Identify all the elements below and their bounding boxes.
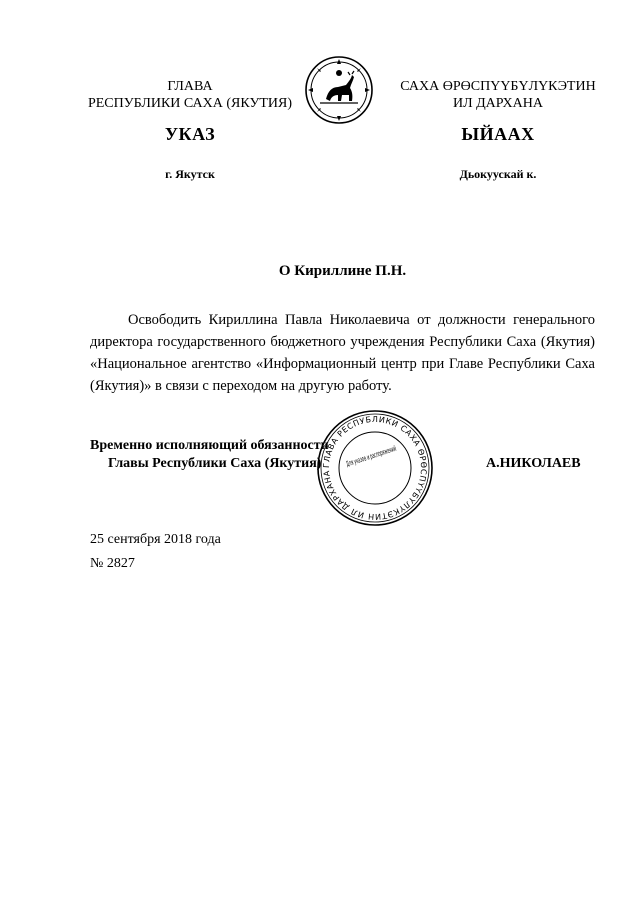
- document-subject: О Кириллине П.Н.: [278, 263, 407, 279]
- document-date: 25 сентября 2018 года: [90, 532, 221, 547]
- title-right: ЫЙААХ: [461, 124, 535, 144]
- header-right-line2: ИЛ ДАРХАНА: [452, 96, 543, 111]
- header-left-line1: ГЛАВА: [167, 79, 213, 94]
- document-number: № 2827: [90, 556, 135, 571]
- title-left: УКАЗ: [164, 124, 216, 144]
- header-left-line2: РЕСПУБЛИКИ САХА (ЯКУТИЯ): [87, 96, 293, 111]
- stamp-center-text: Для указов и распоряжений: [345, 425, 435, 469]
- signatory-name: А.НИКОЛАЕВ: [486, 456, 581, 471]
- header-left: [80, 78, 300, 112]
- stamp-ring-text: ГЛАВА РЕСПУБЛИКИ САХА ӨРӨСПҮҮБҮЛҮКЭТИН ИЛ ДАРХАНА: [321, 414, 429, 522]
- document-body: Освободить Кириллина Павла Николаевича от должности генерального директора государственного бюджетного учреждения Республики Саха (Якутия) «Национальное агентство «Информационный центр при Главе Республики Саха (Якутия)» в связи с переходом на другую работу.: [90, 312, 595, 394]
- city-left: г. Якутск: [165, 167, 215, 181]
- official-stamp-icon: [315, 408, 435, 528]
- header-right: [396, 78, 600, 112]
- signatory-title-line2: Главы Республики Саха (Якутия): [108, 456, 322, 471]
- signatory-title-line1: Временно исполняющий обязанности: [90, 438, 329, 453]
- header-right-line1: САХА ӨРӨСПҮҮБҮЛҮКЭТИН: [400, 79, 596, 94]
- city-right: Дьокуускай к.: [459, 167, 537, 181]
- coat-of-arms-icon: [304, 55, 374, 125]
- svg-text:ГЛАВА РЕСПУБЛИКИ САХА ӨРӨСПҮҮБ: [321, 414, 435, 522]
